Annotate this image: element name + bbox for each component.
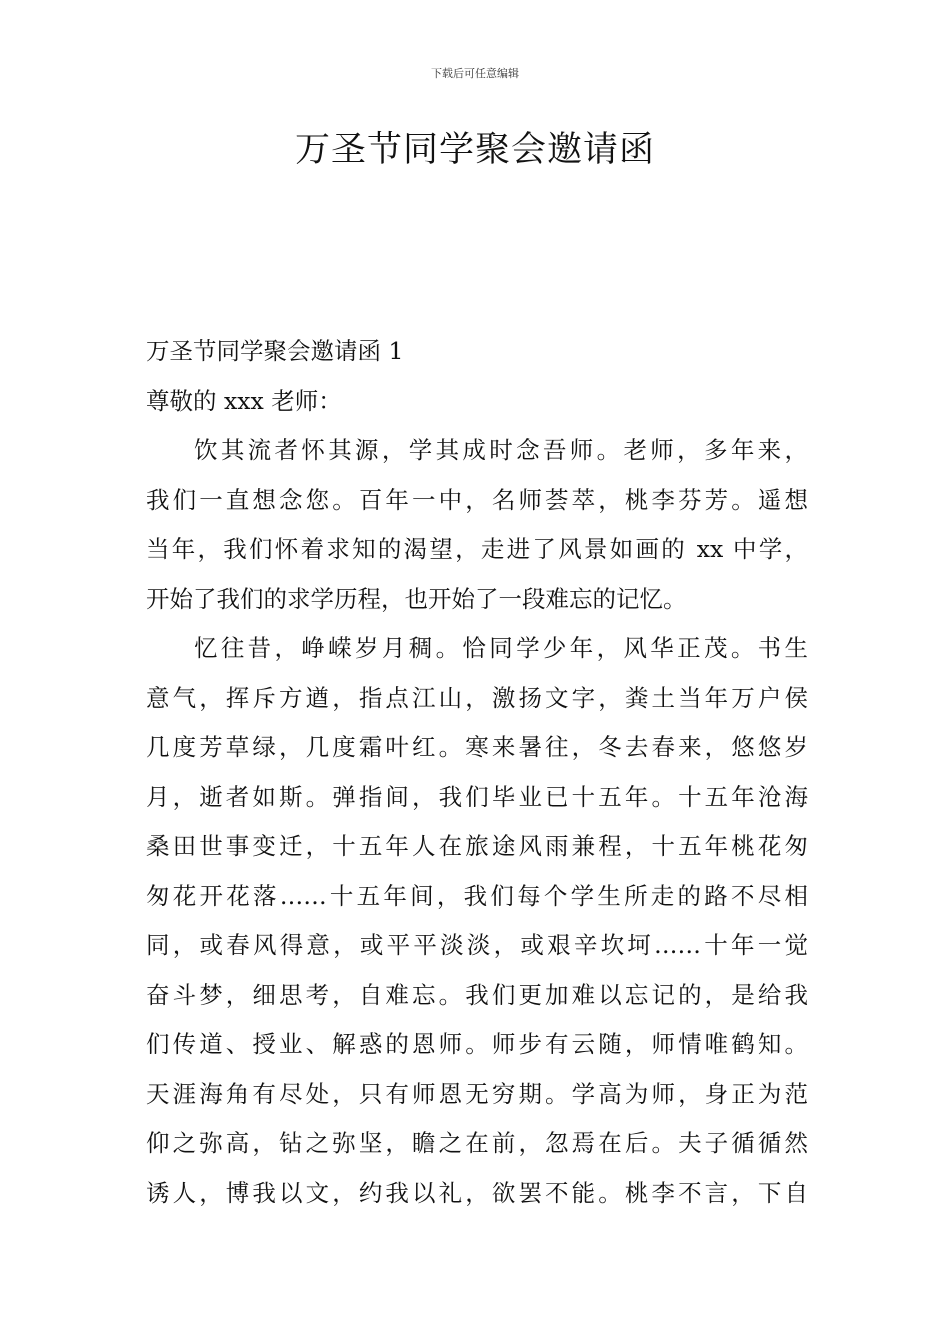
paragraph-line: 桑田世事变迁，十五年人在旅途风雨兼程，十五年桃花匆 <box>146 832 808 860</box>
paragraph-line: 同，或春风得意，或平平淡淡，或艰辛坎坷……十年一觉 <box>146 931 808 959</box>
paragraph-line: 天涯海角有尽处，只有师恩无穷期。学高为师，身正为范 <box>146 1079 808 1108</box>
document-body <box>146 327 808 1218</box>
paragraph-line: 诱人，博我以文，约我以礼，欲罢不能。桃李不言，下自 <box>146 1178 808 1207</box>
section-heading-text: 万圣节同学聚会邀请函 1 <box>146 337 404 365</box>
paragraph-line: 忆往昔，峥嵘岁月稠。恰同学少年，风华正茂。书生 <box>194 634 808 662</box>
paragraph-line: 匆花开花落……十五年间，我们每个学生所走的路不尽相 <box>146 881 808 910</box>
page-title: 万圣节同学聚会邀请函 <box>294 130 655 170</box>
paragraph-1 <box>146 426 808 624</box>
paragraph-line: 奋斗梦，细思考，自难忘。我们更加难以忘记的，是给我 <box>146 980 808 1009</box>
salutation-text: 尊敬的 xxx 老师： <box>146 386 342 415</box>
header-note: 下载后可任意编辑 <box>431 67 519 80</box>
paragraph-line: 月，逝者如斯。弹指间，我们毕业已十五年。十五年沧海 <box>146 782 808 811</box>
paragraph-2 <box>146 624 808 1218</box>
salutation <box>146 377 808 427</box>
paragraph-line: 开始了我们的求学历程，也开始了一段难忘的记忆。 <box>146 584 687 613</box>
paragraph-line: 几度芳草绿，几度霜叶红。寒来暑往，冬去春来，悠悠岁 <box>146 733 808 761</box>
paragraph-line: 我们一直想念您。百年一中，名师荟萃，桃李芬芳。遥想 <box>146 485 808 514</box>
paragraph-line: 饮其流者怀其源，学其成时念吾师。老师，多年来， <box>194 436 808 464</box>
section-heading <box>146 327 808 377</box>
paragraph-line: 们传道、授业、解惑的恩师。师步有云随，师情唯鹤知。 <box>146 1030 808 1058</box>
paragraph-line: 意气，挥斥方遒，指点江山，激扬文字，粪土当年万户侯 <box>146 683 808 712</box>
paragraph-line: 当年，我们怀着求知的渴望，走进了风景如画的 xx 中学， <box>146 535 808 563</box>
paragraph-line: 仰之弥高，钻之弥坚，瞻之在前，忽焉在后。夫子循循然 <box>146 1129 808 1157</box>
